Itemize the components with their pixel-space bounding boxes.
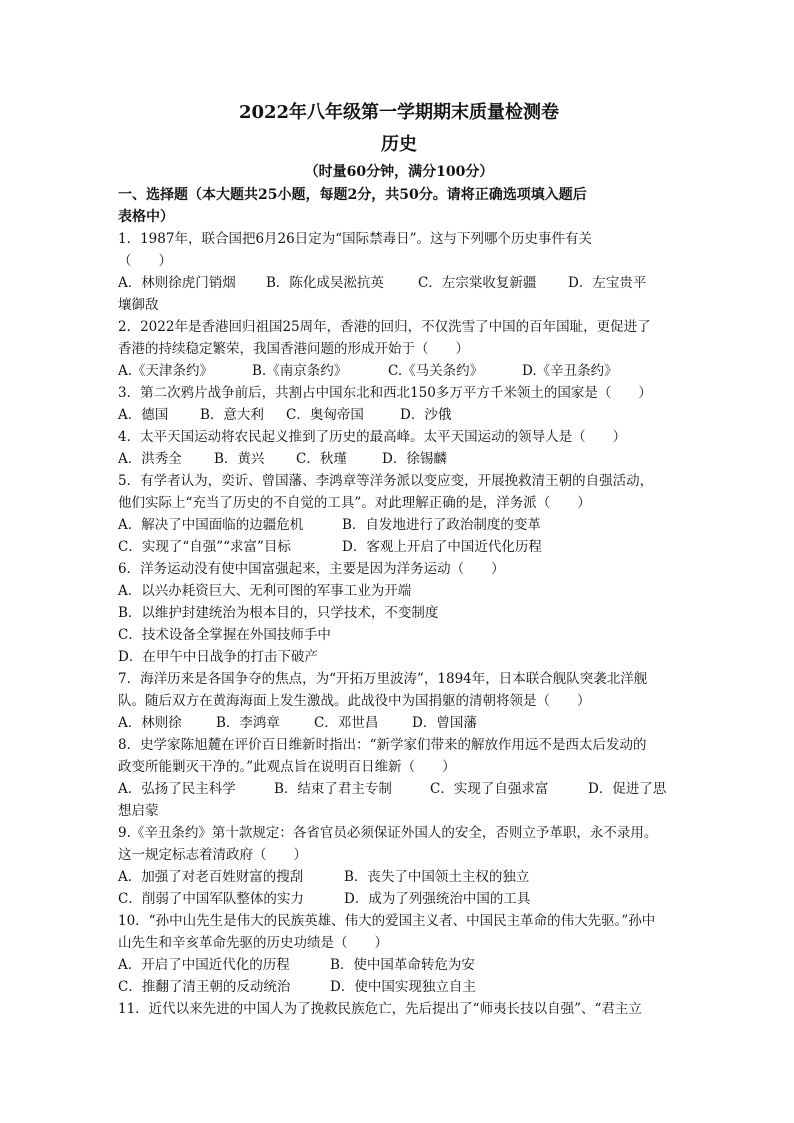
- question-9: [118, 822, 680, 910]
- question-3: [118, 382, 680, 426]
- option-c: C．推翻了清王朝的反动统治: [118, 979, 291, 995]
- question-stem: 9.《辛丑条约》第十款规定：各省官员必须保证外国人的安全，否则立予革职，永不录用。: [118, 825, 658, 841]
- time-score-note: （时量60分钟，满分100分）: [304, 164, 494, 180]
- option-d-cont: 想启蒙: [118, 803, 159, 819]
- option-b: B．李鸿章: [216, 715, 280, 731]
- option-a: A．开启了中国近代化的历程: [118, 957, 290, 973]
- question-stem: 7．海洋历来是各国争夺的焦点，为“开拓万里波涛”，1894年，日本联合舰队突袭北洋舰: [118, 671, 648, 687]
- option-c: C．秋瑾: [296, 451, 347, 467]
- options-row: [118, 866, 680, 888]
- question-stem-cont: 他们实际上“充当了历史的不自觉的工具”。对此理解正确的是，洋务派（ ）: [118, 495, 591, 511]
- option-d: D．使中国实现独立自主: [330, 979, 476, 995]
- option-b: B．结束了君主专制: [274, 781, 392, 797]
- option-b: B．使中国革命转危为安: [330, 957, 475, 973]
- question-stem: 8．史学家陈旭麓在评价百日维新时指出：“新学家们带来的解放作用远不是西太后发动的: [118, 737, 647, 753]
- option-c: C．实现了“自强”“求富”目标: [118, 539, 291, 555]
- options-row: [118, 360, 680, 382]
- section-heading-cont: 表格中）: [118, 209, 174, 225]
- option-d: D．徐锡麟: [382, 451, 447, 467]
- option-d: D．促进了思: [588, 781, 667, 797]
- question-6: [118, 558, 680, 668]
- question-5: [118, 470, 680, 558]
- option-d-cont: 壤御敌: [118, 297, 159, 313]
- option-d: D．沙俄: [400, 407, 452, 423]
- option-a: A．德国: [118, 407, 169, 423]
- option-b: B.《南京条约》: [252, 363, 348, 379]
- option-b: B．以维护封建统治为根本目的，只学技术，不变制度: [118, 605, 439, 621]
- option-b: B．意大利: [200, 407, 264, 423]
- option-a: A．弘扬了民主科学: [118, 781, 236, 797]
- question-stem: 1．1987年，联合国把6月26日定为“国际禁毒日”。这与下列哪个历史事件有关: [118, 231, 593, 247]
- question-1: [118, 228, 680, 316]
- section-heading: 一、选择题（本大题共25小题，每题2分，共50分。请将正确选项填入题后: [118, 187, 587, 203]
- question-stem: 5．有学者认为，奕䜣、曾国藩、李鸿章等洋务派以变应变，开展挽救清王朝的自强活动，: [118, 473, 654, 489]
- option-b: B．自发地进行了政治制度的变革: [342, 517, 541, 533]
- options-row: [118, 448, 680, 470]
- question-stem-cont: 香港的持续稳定繁荣，我国香港问题的形成开始于（ ）: [118, 341, 469, 357]
- option-d: D．在甲午中日战争的打击下破产: [118, 649, 318, 665]
- options-row: [118, 712, 680, 734]
- question-stem-cont: 山先生和辛亥革命先驱的历史功绩是（ ）: [118, 935, 388, 951]
- question-stem: 4．太平天国运动将农民起义推到了历史的最高峰。太平天国运动的领导人是（ ）: [118, 429, 627, 445]
- question-stem-cont: 政变所能剿灭干净的。”此观点旨在说明百日维新（ ）: [118, 759, 456, 775]
- question-2: [118, 316, 680, 382]
- option-c: C．邓世昌: [314, 715, 379, 731]
- question-stem-cont: 队。随后双方在黄海海面上发生激战。此战役中为国捐躯的清朝将领是（ ）: [118, 693, 591, 709]
- option-b: B．丧失了中国领土主权的独立: [344, 869, 530, 885]
- option-c: C．奥匈帝国: [286, 407, 364, 423]
- option-a: A．解决了中国面临的边疆危机: [118, 517, 304, 533]
- options-row: [118, 272, 680, 294]
- option-d: D．左宝贵平: [568, 275, 647, 291]
- question-stem: 6．洋务运动没有使中国富强起来，主要是因为洋务运动（ ）: [118, 561, 505, 577]
- option-c: C.《马关条约》: [388, 363, 484, 379]
- question-4: [118, 426, 680, 470]
- option-b: B．黄兴: [214, 451, 265, 467]
- question-stem: 11．近代以来先进的中国人为了挽救民族危亡，先后提出了“师夷长技以自强”、“君主立: [118, 1001, 642, 1017]
- option-c: C．技术设备全掌握在外国技师手中: [118, 627, 331, 643]
- option-a: A．林则徐: [118, 715, 182, 731]
- question-stem: 3．第二次鸦片战争前后，共割占中国东北和西北150多万平方千米领土的国家是（ ）: [118, 385, 652, 401]
- options-row: [118, 514, 680, 536]
- answer-blank: （ ）: [118, 253, 172, 269]
- question-stem: 10．“孙中山先生是伟大的民族英雄、伟大的爱国主义者、中国民主革命的伟大先驱。”孙中: [118, 913, 656, 929]
- question-7: [118, 668, 680, 734]
- option-c: C．左宗棠收复新疆: [418, 275, 537, 291]
- options-row: [118, 536, 680, 558]
- options-row: [118, 404, 680, 426]
- options-row: [118, 954, 680, 976]
- question-11: [118, 998, 680, 1020]
- question-10: [118, 910, 680, 998]
- option-b: B．陈化成吴淞抗英: [266, 275, 384, 291]
- option-d: D.《辛丑条约》: [522, 363, 618, 379]
- option-a: A．林则徐虎门销烟: [118, 275, 236, 291]
- options-row: [118, 976, 680, 998]
- option-a: A.《天津条约》: [118, 363, 214, 379]
- question-8: [118, 734, 680, 822]
- options-row: [118, 888, 680, 910]
- exam-title: 2022年八年级第一学期期末质量检测卷: [238, 102, 560, 123]
- question-stem-cont: 这一规定标志着清政府（ ）: [118, 847, 307, 863]
- option-a: A．以兴办耗资巨大、无利可图的军事工业为开端: [118, 583, 412, 599]
- option-d: D．成为了列强统治中国的工具: [344, 891, 531, 907]
- option-d: D．曾国藩: [412, 715, 477, 731]
- subject-title: 历史: [381, 134, 417, 155]
- option-d: D．客观上开启了中国近代化历程: [342, 539, 542, 555]
- option-c: C．实现了自强求富: [430, 781, 549, 797]
- option-c: C．削弱了中国军队整体的实力: [118, 891, 304, 907]
- option-a: A．加强了对老百姓财富的搜刮: [118, 869, 304, 885]
- options-row: [118, 778, 680, 800]
- option-a: A．洪秀全: [118, 451, 182, 467]
- exam-page: [118, 100, 680, 1020]
- question-stem: 2．2022年是香港回归祖国25周年，香港的回归，不仅洗雪了中国的百年国耻，更促进了: [118, 319, 651, 335]
